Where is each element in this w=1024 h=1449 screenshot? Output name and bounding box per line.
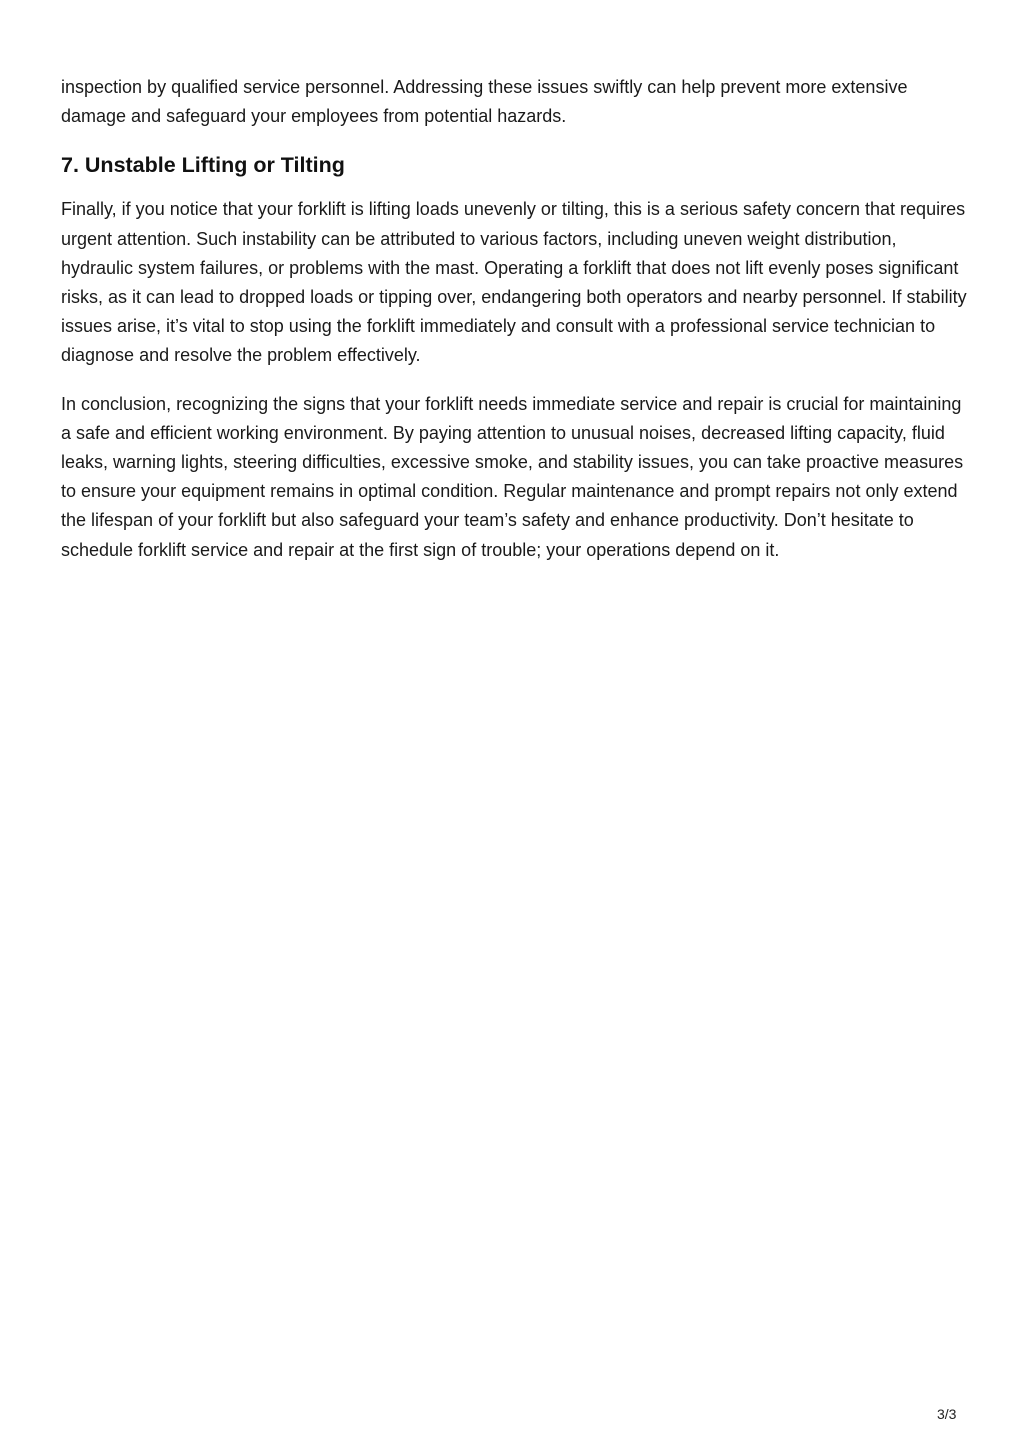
- section-heading: 7. Unstable Lifting or Tilting: [61, 153, 345, 178]
- page-number: 3/3: [937, 1406, 957, 1422]
- continued-paragraph: inspection by qualified service personnel. Addressing these issues swiftly can help prevent more extensive damage and safeguard your employees from potential hazards.: [61, 77, 908, 127]
- document-body: [61, 73, 971, 565]
- conclusion-paragraph: In conclusion, recognizing the signs that your forklift needs immediate service and repair is crucial for maintaining a safe and efficient working environment. By paying attention to unusual noises, decreased lifting capacity, fluid leaks, warning lights, steering difficulties, excessive smoke, and stability issues, you can take proactive measures to ensure your equipment remains in optimal condition. Regular maintenance and prompt repairs not only extend the lifespan of your forklift but also safeguard your team’s safety and enhance productivity. Don’t hesitate to schedule forklift service and repair at the first sign of trouble; your operations depend on it.: [61, 393, 964, 560]
- section-paragraph: Finally, if you notice that your forklift is lifting loads unevenly or tilting, this is a serious safety concern that requires urgent attention. Such instability can be attributed to various factors, including uneven weight distribution, hydraulic system failures, or problems with the mast. Operating a forklift that does not lift evenly poses significant risks, as it can lead to dropped loads or tipping over, endangering both operators and nearby personnel. If stability issues arise, it’s vital to stop using the forklift immediately and consult with a professional service technician to diagnose and resolve the problem effectively.: [61, 199, 967, 366]
